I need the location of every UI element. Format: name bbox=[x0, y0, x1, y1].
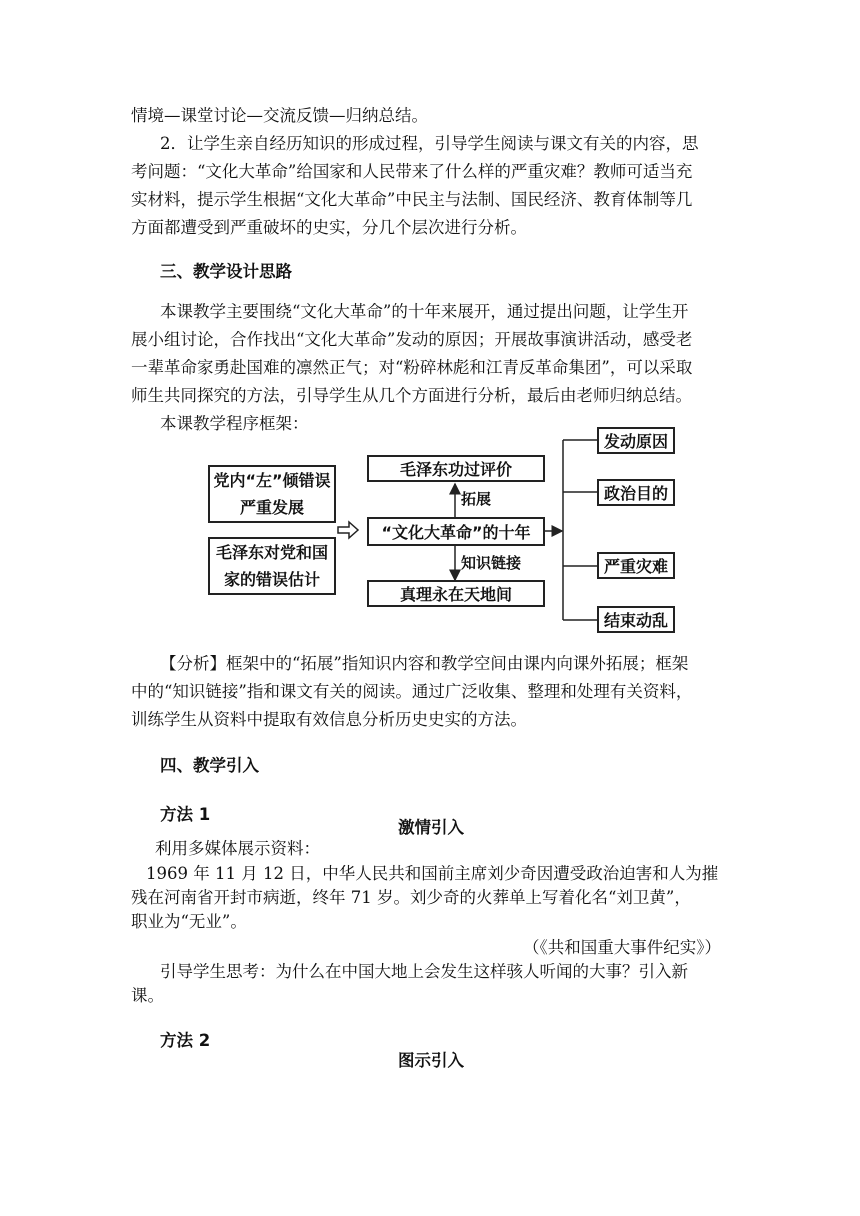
point2-line1: 2．让学生亲自经历知识的形成过程，引导学生阅读与课文有关的内容，思 bbox=[160, 134, 699, 153]
point2-line4: 方面都遭受到严重破坏的史实，分几个层次进行分析。 bbox=[131, 218, 527, 237]
right-box-disaster: 严重灾难 bbox=[597, 552, 675, 579]
analysis-line2: 中的“知识链接”指和课文有关的阅读。通过广泛收集、整理和处理有关资料， bbox=[131, 682, 693, 701]
right-box-cause: 发动原因 bbox=[597, 427, 675, 454]
intro-line: 情境—课堂讨论—交流反馈—归纳总结。 bbox=[131, 106, 428, 125]
section3-heading: 三、教学设计思路 bbox=[160, 262, 292, 281]
left-box-top: 党内“左”倾错误严重发展 bbox=[208, 465, 336, 523]
guide-line1: 引导学生思考：为什么在中国大地上会发生这样骇人听闻的大事？引入新 bbox=[160, 962, 688, 981]
left-box-bottom: 毛泽东对党和国家的错误估计 bbox=[208, 537, 336, 595]
point2-line2: 考问题：“文化大革命”给国家和人民带来了什么样的严重灾难？教师可适当充 bbox=[131, 162, 693, 181]
center-box-top: 毛泽东功过评价 bbox=[367, 455, 545, 482]
quote-line1: 1969 年 11 月 12 日，中华人民共和国前主席刘少奇因遭受政治迫害和人为摧 bbox=[146, 864, 719, 883]
section3-line3: 一辈革命家勇赴国难的凛然正气；对“粉碎林彪和江青反革命集团”，可以采取 bbox=[131, 358, 693, 377]
source-line: （《共和国重大事件纪实》） bbox=[523, 938, 721, 957]
hollow-arrow-icon bbox=[338, 522, 358, 538]
framework-label: 本课教学程序框架： bbox=[160, 414, 309, 433]
section3-line1: 本课教学主要围绕“文化大革命”的十年来展开，通过提出问题，让学生开 bbox=[160, 302, 689, 321]
media-line: 利用多媒体展示资料： bbox=[155, 839, 320, 858]
method2-title: 图示引入 bbox=[398, 1051, 464, 1070]
expand-label: 拓展 bbox=[461, 490, 492, 508]
right-bracket bbox=[563, 440, 597, 620]
right-box-end: 结束动乱 bbox=[597, 606, 675, 633]
method2-label: 方法 2 bbox=[160, 1031, 211, 1050]
analysis-line3: 训练学生从资料中提取有效信息分析历史史实的方法。 bbox=[131, 710, 527, 729]
quote-line2: 残在河南省开封市病逝，终年 71 岁。刘少奇的火葬单上写着化名“刘卫黄”， bbox=[131, 888, 691, 907]
section3-line2: 展小组讨论，合作找出“文化大革命”发动的原因；开展故事演讲活动，感受老 bbox=[131, 330, 693, 349]
method1-title: 激情引入 bbox=[398, 818, 464, 837]
center-box-main: “文化大革命”的十年 bbox=[367, 517, 545, 546]
section4-heading: 四、教学引入 bbox=[160, 756, 259, 775]
point2-line3: 实材料，提示学生根据“文化大革命”中民主与法制、国民经济、教育体制等几 bbox=[131, 190, 693, 209]
guide-line2: 课。 bbox=[131, 986, 164, 1005]
center-box-bottom: 真理永在天地间 bbox=[367, 580, 545, 607]
quote-line3: 职业为“无业”。 bbox=[131, 912, 247, 931]
link-label: 知识链接 bbox=[461, 554, 522, 572]
analysis-line1: 【分析】框架中的“拓展”指知识内容和教学空间由课内向课外拓展；框架 bbox=[160, 654, 689, 673]
method1-label: 方法 1 bbox=[160, 805, 211, 824]
section3-line4: 师生共同探究的方法，引导学生从几个方面进行分析，最后由老师归纳总结。 bbox=[131, 386, 692, 405]
right-box-purpose: 政治目的 bbox=[597, 479, 675, 506]
